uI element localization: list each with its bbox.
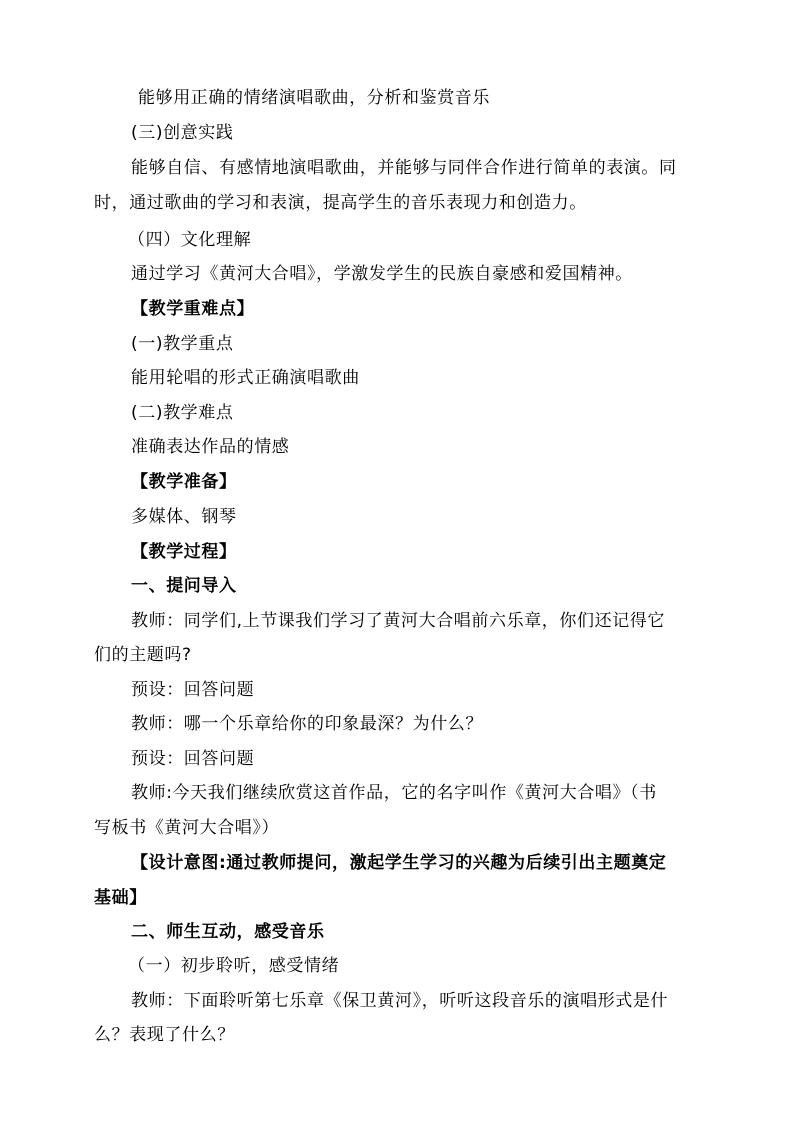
paragraph-line: 么？表现了什么？ bbox=[94, 1025, 235, 1045]
design-intent-line: 【设计意图:通过教师提问，激起学生学习的兴趣为后续引出主题奠定 bbox=[131, 853, 667, 873]
section-heading-key-difficulties: 【教学重难点】 bbox=[131, 299, 255, 319]
paragraph-line: 能用轮唱的形式正确演唱歌曲 bbox=[131, 368, 360, 388]
paragraph-line: 教师：哪一个乐章给你的印象最深？为什么？ bbox=[131, 714, 483, 734]
paragraph-line: 写板书《黄河大合唱》） bbox=[94, 818, 280, 838]
paragraph-line: 预设：回答问题 bbox=[131, 680, 255, 700]
paragraph-line: 们的主题吗? bbox=[94, 645, 192, 665]
section-heading-cultural-understanding: （四）文化理解 bbox=[128, 230, 252, 250]
subheading-introduction: 一、提问导入 bbox=[131, 576, 237, 596]
section-heading-creative-practice: (三)创意实践 bbox=[131, 123, 234, 143]
paragraph-line: 时，通过歌曲的学习和表演，提高学生的音乐表现力和创造力。 bbox=[94, 193, 587, 213]
paragraph-line: 准确表达作品的情感 bbox=[131, 437, 290, 457]
section-heading-preparation: 【教学准备】 bbox=[131, 472, 237, 492]
paragraph-line: 预设：回答问题 bbox=[131, 749, 255, 769]
paragraph-line: 能够自信、有感情地演唱歌曲，并能够与同伴合作进行简单的表演。同 bbox=[131, 158, 677, 178]
paragraph-line: 通过学习《黄河大合唱》，学激发学生的民族自豪感和爱国精神。 bbox=[131, 264, 633, 284]
section-heading-process: 【教学过程】 bbox=[131, 542, 237, 562]
subheading-difficulties: (二)教学难点 bbox=[131, 403, 234, 423]
objective-emotion-line: 能够用正确的情绪演唱歌曲，分析和鉴赏音乐 bbox=[138, 88, 490, 108]
subheading-first-listening: （一）初步聆听，感受情绪 bbox=[128, 956, 340, 976]
paragraph-line: 教师：同学们,上节课我们学习了黄河大合唱前六乐章，你们还记得它 bbox=[131, 611, 666, 631]
paragraph-line: 教师:今天我们继续欣赏这首作品，它的名字叫作《黄河大合唱》（书 bbox=[131, 783, 657, 803]
paragraph-line: 多媒体、钢琴 bbox=[131, 507, 237, 527]
subheading-interaction: 二、师生互动，感受音乐 bbox=[131, 922, 325, 942]
subheading-key-points: (一)教学重点 bbox=[131, 334, 234, 354]
paragraph-line: 教师：下面聆听第七乐章《保卫黄河》，听听这段音乐的演唱形式是什 bbox=[131, 991, 669, 1011]
design-intent-line: 基础】 bbox=[94, 888, 147, 908]
